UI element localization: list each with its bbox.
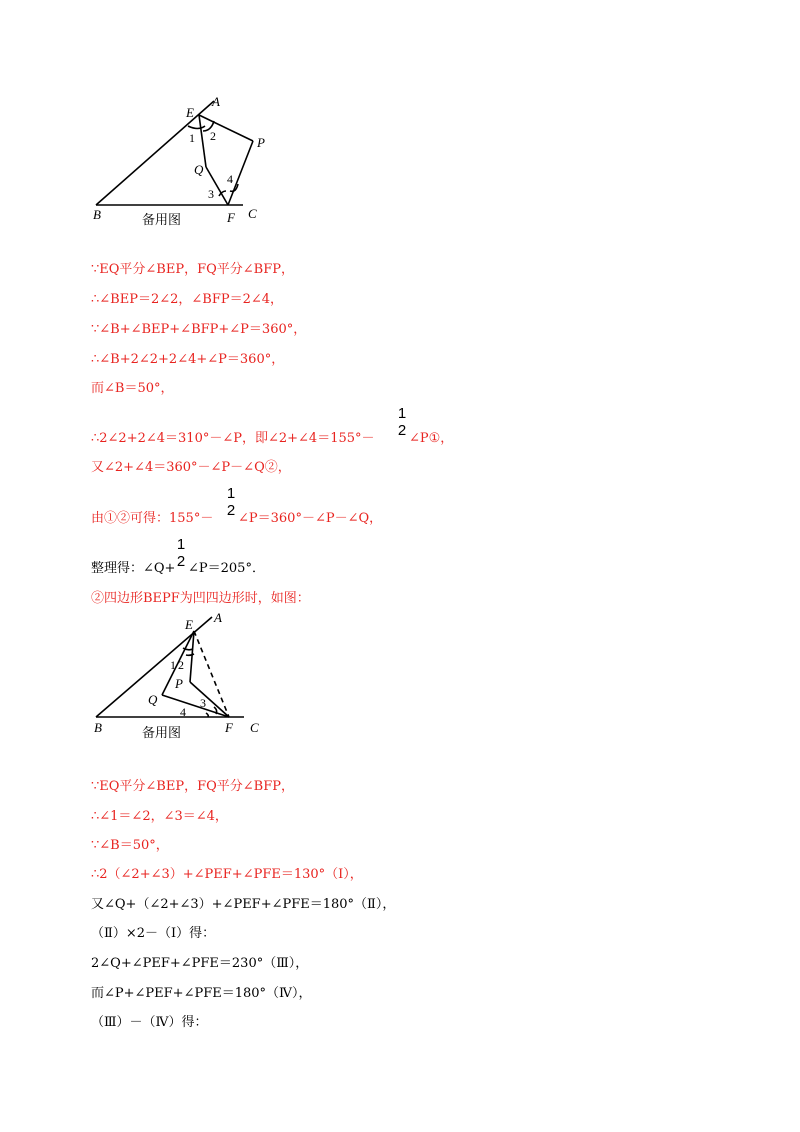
solution-line: 又∠Q+（∠2+∠3）+∠PEF+∠PFE＝180°（Ⅱ）， [91, 897, 396, 912]
fraction-numerator: 1 [176, 536, 186, 553]
solution-line: 又∠2+∠4＝360°－∠P－∠Q②， [91, 460, 291, 475]
solution-line: ∴2∠2+2∠4＝310°－∠P，即∠2+∠4＝155°－ [91, 431, 375, 446]
label-c: C [248, 206, 257, 221]
label-q: Q [194, 162, 204, 177]
solution-line: ∴∠1＝∠2，∠3＝∠4， [91, 809, 228, 824]
solution-line: 由①②可得：155°－ [91, 511, 214, 526]
angle-label-4: 4 [180, 705, 186, 719]
line-ep [199, 115, 253, 141]
fraction-numerator: 1 [397, 405, 407, 422]
fraction-denominator: 2 [226, 502, 236, 519]
solution-line: ∠P①， [409, 431, 454, 446]
solution-line: ∵EQ平分∠BEP，FQ平分∠BFP， [91, 262, 294, 277]
line-qf [162, 695, 229, 717]
figure-2-svg [88, 610, 288, 740]
angle-label-3: 3 [208, 187, 214, 201]
label-p: P [257, 135, 265, 150]
fraction-numerator: 1 [226, 485, 236, 502]
fraction-one-half [395, 406, 409, 438]
solution-line: ∴∠BEP＝2∠2，∠BFP＝2∠4， [91, 292, 284, 307]
label-e: E [186, 105, 194, 120]
figure-caption: 备用图 [142, 726, 182, 741]
solution-line: 而∠B＝50°， [91, 381, 174, 396]
label-f: F [227, 210, 235, 225]
solution-line: 整理得：∠Q+ [91, 561, 176, 576]
angle-label-4: 4 [227, 172, 233, 186]
solution-line: ∠P＝360°－∠P－∠Q， [238, 511, 383, 526]
solution-line: （Ⅱ）×2－（Ⅰ）得： [91, 926, 216, 941]
line-eq [199, 115, 206, 167]
label-c: C [250, 720, 259, 735]
figure-1-svg [88, 95, 288, 235]
solution-line: ②四边形BEPF为凹四边形时，如图： [91, 591, 310, 606]
label-b: B [94, 720, 102, 735]
label-e: E [185, 617, 193, 632]
solution-line: ∵∠B＝50°， [91, 838, 169, 853]
angle-label-1: 1 [189, 131, 195, 145]
fraction-one-half [224, 486, 238, 518]
solution-line: 而∠P+∠PEF+∠PFE＝180°（Ⅳ）， [91, 986, 312, 1001]
line-ba [96, 101, 214, 205]
label-p: P [175, 676, 183, 691]
angle-label-2: 2 [210, 129, 216, 143]
figure-convex-quadrilateral [88, 95, 288, 235]
line-pf [190, 682, 229, 717]
label-f: F [225, 720, 233, 735]
figure-concave-quadrilateral [88, 610, 288, 740]
figure-caption: 备用图 [142, 213, 182, 228]
angle-arc-1 [183, 648, 193, 650]
fraction-one-half [174, 537, 188, 569]
solution-line: ∴2（∠2+∠3）+∠PEF+∠PFE＝130°（Ⅰ）， [91, 867, 363, 882]
angle-label-3: 3 [200, 696, 206, 710]
solution-line: （Ⅲ）－（Ⅳ）得： [91, 1015, 208, 1030]
label-q: Q [148, 692, 158, 707]
angle-arc-2 [186, 654, 194, 655]
label-b: B [93, 207, 101, 222]
solution-line: ∴∠B+2∠2+2∠4+∠P＝360°， [91, 352, 285, 367]
solution-line: ∵∠B+∠BEP+∠BFP+∠P＝360°， [91, 322, 307, 337]
fraction-denominator: 2 [397, 422, 407, 439]
solution-line: 2∠Q+∠PEF+∠PFE＝230°（Ⅲ）， [91, 956, 309, 971]
label-a: A [212, 94, 220, 109]
label-a: A [214, 610, 222, 625]
solution-line: ∵EQ平分∠BEP，FQ平分∠BFP， [91, 779, 294, 794]
solution-line: ∠P＝205°． [188, 561, 265, 576]
angle-label-2: 2 [178, 658, 184, 672]
fraction-denominator: 2 [176, 553, 186, 570]
angle-arc-1 [188, 126, 205, 129]
angle-label-1: 1 [170, 658, 176, 672]
